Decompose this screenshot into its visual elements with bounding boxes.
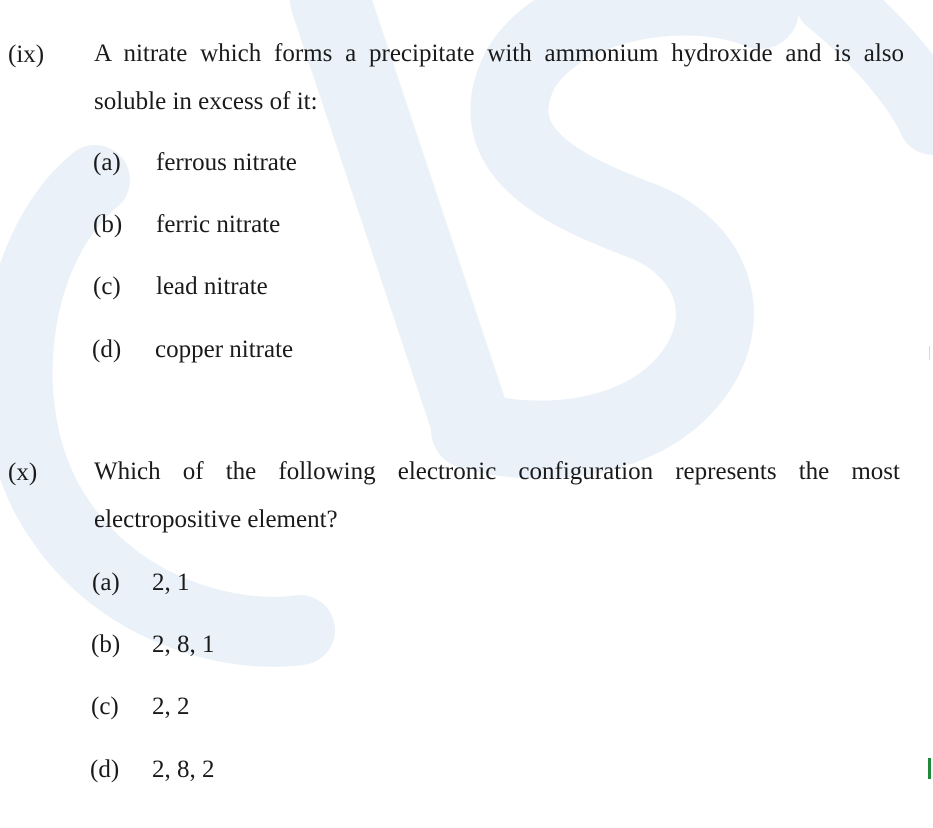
option-label: (b) (91, 631, 121, 658)
option-ix-d (92, 336, 294, 363)
option-label: (a) (92, 569, 120, 596)
option-x-c (91, 693, 190, 720)
option-text: copper nitrate (155, 336, 294, 363)
option-label: (c) (91, 693, 119, 720)
margin-tick-faint (929, 346, 930, 360)
option-text: 2, 8, 2 (152, 756, 215, 783)
question-text-ix (94, 30, 904, 126)
option-label: (a) (93, 149, 121, 176)
option-text: ferric nitrate (156, 211, 281, 238)
option-label: (b) (93, 211, 123, 238)
option-x-d (90, 756, 215, 783)
option-text: 2, 1 (152, 569, 190, 596)
option-label: (d) (90, 756, 120, 783)
option-label: (d) (92, 336, 122, 363)
option-x-b (91, 631, 215, 658)
question-x-line-2: electropositive element? (94, 506, 338, 533)
option-text: lead nitrate (156, 273, 268, 300)
question-x-line-1: Which of the following electronic configuration represents the most (94, 458, 900, 485)
question-number-ix: (ix) (8, 41, 45, 68)
option-ix-b (93, 211, 281, 238)
option-x-a (92, 569, 190, 596)
option-ix-c (93, 273, 268, 300)
option-text: 2, 2 (152, 693, 190, 720)
option-text: ferrous nitrate (156, 149, 297, 176)
question-text-x (94, 448, 900, 544)
margin-mark (928, 758, 931, 779)
question-number-x: (x) (8, 459, 38, 486)
question-ix-line-1: A nitrate which forms a precipitate with ammonium hydroxide and is also (94, 40, 904, 67)
option-text: 2, 8, 1 (152, 631, 215, 658)
option-label: (c) (93, 273, 121, 300)
option-ix-a (93, 149, 297, 176)
question-ix-line-2: soluble in excess of it: (94, 88, 318, 115)
